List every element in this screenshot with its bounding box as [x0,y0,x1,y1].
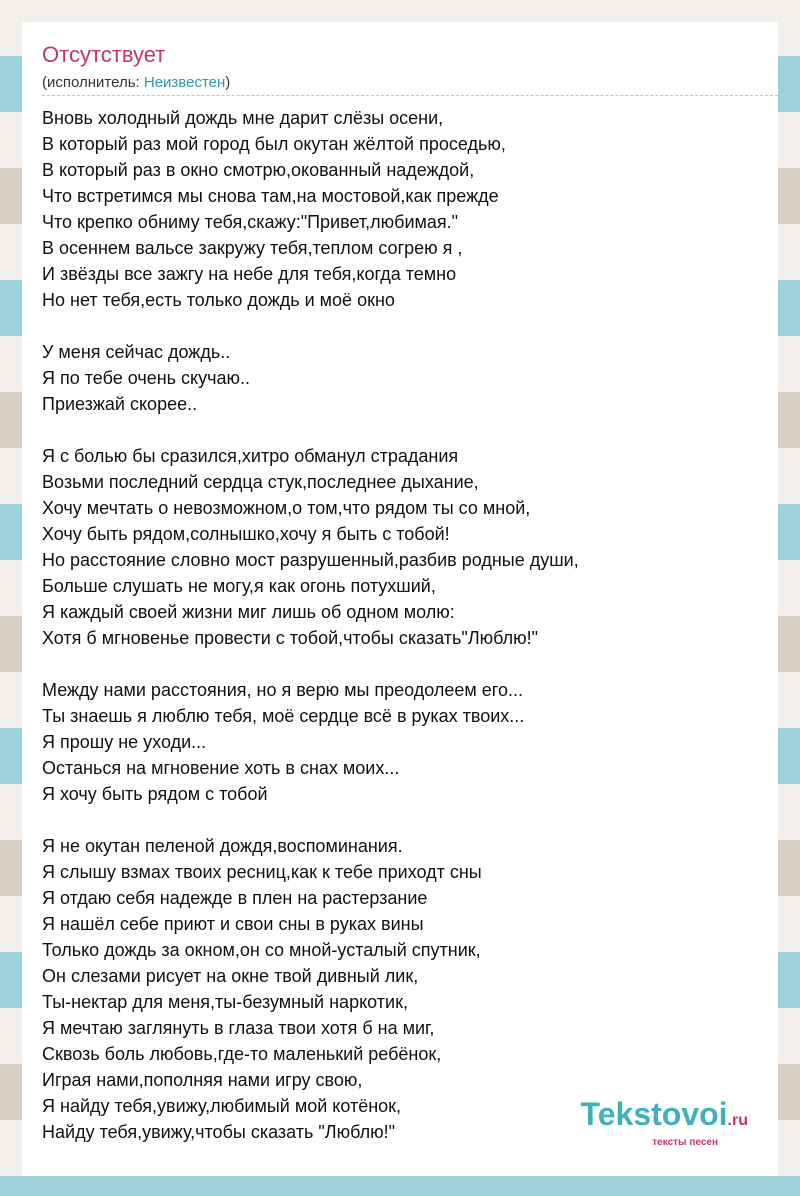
lyrics-line: И звёзды все зажгу на небе для тебя,когда темно [42,264,457,284]
lyrics-line: Но расстояние словно мост разрушенный,разбив родные души, [42,550,579,570]
lyrics-line: Приезжай скорее.. [42,394,198,414]
lyrics-line: Играя нами,пополняя нами игру свою, [42,1070,363,1090]
lyrics-line: В который раз мой город был окутан жёлтой проседью, [42,134,506,154]
lyrics-line: Но нет тебя,есть только дождь и моё окно [42,290,395,310]
lyrics-line: Я хочу быть рядом с тобой [42,784,268,804]
lyrics-line: Я слышу взмах твоих ресниц,как к тебе приходт сны [42,862,482,882]
artist-link[interactable]: Неизвестен [143,74,226,91]
lyrics-line: Я не окутан пеленой дождя,воспоминания. [42,836,403,856]
logo-text: Tekstovoi [580,1096,728,1132]
lyrics-card [22,22,778,1176]
lyrics-line: Сквозь боль любовь,где-то маленький ребёнок, [42,1044,442,1064]
lyrics-line: Найду тебя,увижу,чтобы сказать "Люблю!" [42,1122,395,1142]
lyrics-line: Больше слушать не могу,я как огонь потухший, [42,576,436,596]
lyrics-line: Ты-нектар для меня,ты-безумный наркотик, [42,992,408,1012]
artist-line [42,74,230,91]
lyrics-line: Хочу мечтать о невозможном,о том,что рядом ты со мной, [42,498,531,518]
lyrics-line: Между нами расстояния, но я верю мы преодолеем его... [42,680,523,700]
header-divider [42,95,778,96]
lyrics-line: Я каждый своей жизни миг лишь об одном молю: [42,602,455,622]
site-logo[interactable] [581,1098,748,1148]
lyrics-stanza [42,105,762,313]
lyrics-line: Что встретимся мы снова там,на мостовой,как прежде [42,186,499,206]
artist-prefix: (исполнитель: [42,74,144,91]
lyrics-line: Останься на мгновение хоть в снах моих... [42,758,400,778]
lyrics-line: Он слезами рисует на окне твой дивный лик, [42,966,419,986]
lyrics-line: У меня сейчас дождь.. [42,342,231,362]
lyrics-line: Я нашёл себе приют и свои сны в руках вины [42,914,424,934]
lyrics-stanza [42,339,762,417]
song-title: Отсутствует [42,42,166,67]
lyrics-line: Я мечтаю заглянуть в глаза твои хотя б на миг, [42,1018,435,1038]
lyrics-line: Что крепко обниму тебя,скажу:"Привет,любимая." [42,212,459,232]
lyrics-text [42,105,762,1171]
lyrics-line: Я отдаю себя надежде в плен на растерзание [42,888,428,908]
lyrics-line: В осеннем вальсе закружу тебя,теплом согрею я , [42,238,463,258]
lyrics-line: Хотя б мгновенье провести с тобой,чтобы сказать"Люблю!" [42,628,539,648]
lyrics-line: Только дождь за окном,он со мной-усталый спутник, [42,940,481,960]
lyrics-line: Хочу быть рядом,солнышко,хочу я быть с тобой! [42,524,450,544]
lyrics-stanza [42,677,762,807]
lyrics-line: Я прошу не уходи... [42,732,207,752]
lyrics-line: Вновь холодный дождь мне дарит слёзы осени, [42,108,444,128]
lyrics-line: Я найду тебя,увижу,любимый мой котёнок, [42,1096,402,1116]
lyrics-line: В который раз в окно смотрю,окованный надеждой, [42,160,475,180]
lyrics-line: Возьми последний сердца стук,последнее дыхание, [42,472,479,492]
lyrics-line: Я с болью бы сразился,хитро обманул страдания [42,446,459,466]
logo-tagline: тексты песен [652,1137,718,1148]
lyrics-line: Я по тебе очень скучаю.. [42,368,251,388]
lyrics-line: Ты знаешь я люблю тебя, моё сердце всё в руках твоих... [42,706,525,726]
artist-suffix: ) [225,74,231,91]
lyrics-stanza [42,443,762,651]
logo-tld: .ru [727,1112,748,1129]
